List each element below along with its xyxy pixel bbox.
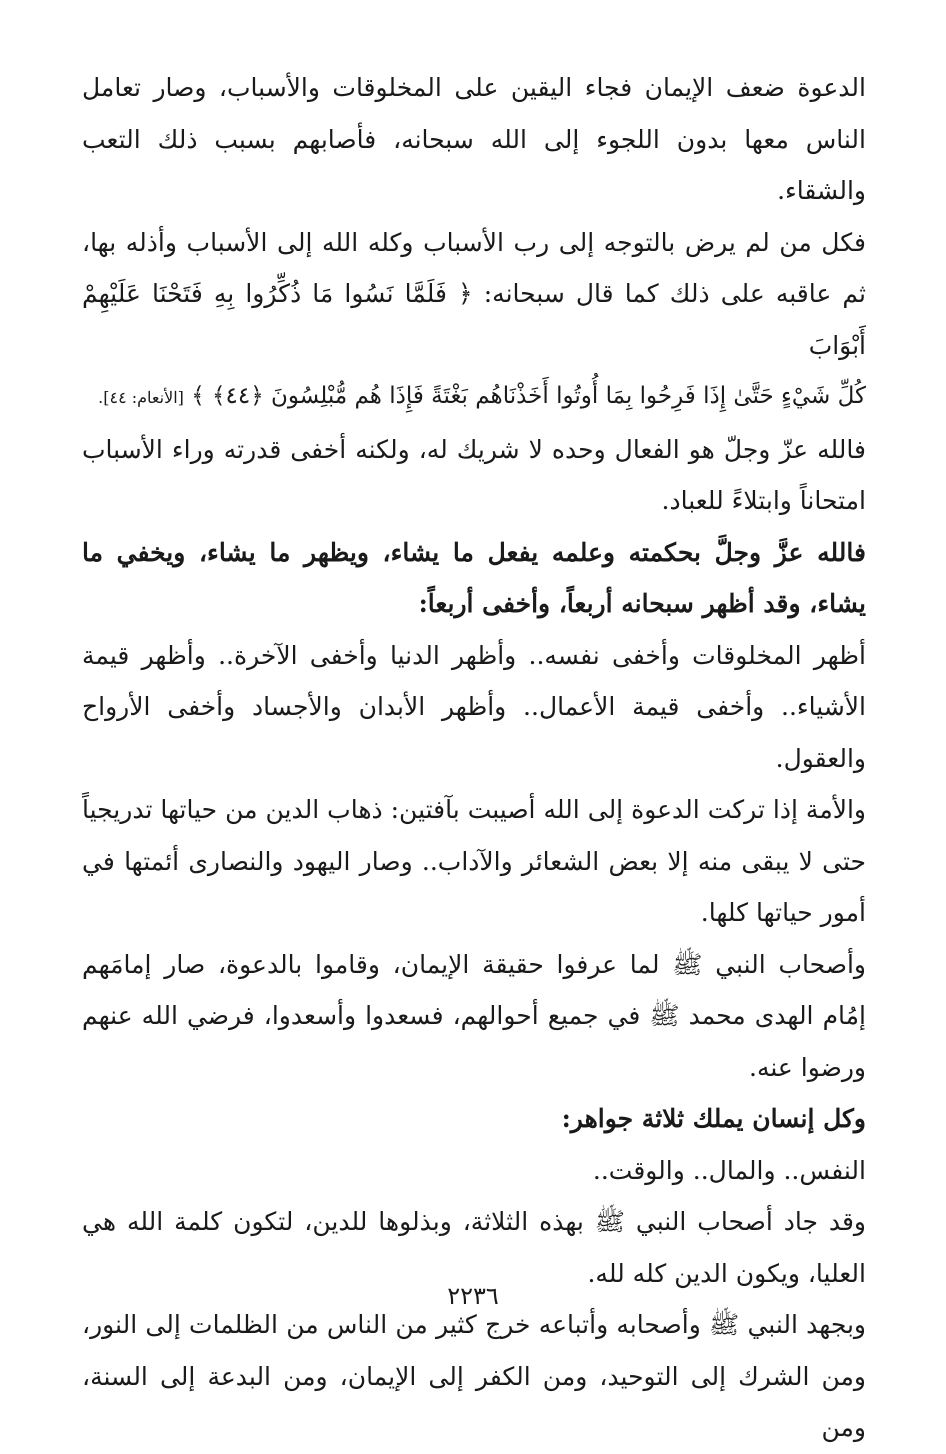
paragraph bbox=[82, 939, 866, 1094]
text-line: وبجهد النبي ﷺ وأصحابه وأتباعه خرج كثير من الناس من الظلمات إلى النور، bbox=[82, 1310, 866, 1339]
paragraph bbox=[82, 424, 866, 527]
page-number: ٢٢٣٦ bbox=[447, 1282, 499, 1310]
text-line: امتحاناً وابتلاءً للعباد. bbox=[661, 486, 866, 515]
text-line: الناس معها بدون اللجوء إلى الله سبحانه، فأصابهم بسبب ذلك التعب والشقاء. bbox=[82, 124, 866, 205]
verse-text: كُلِّ شَيْءٍ حَتَّىٰ إِذَا فَرِحُوا بِمَا أُوتُوا أَخَذْنَاهُم بَغْتَةً فَإِذَا هُم مُّبْلِسُونَ ﴿٤٤﴾ ﴾ bbox=[191, 383, 866, 409]
text-line: والأمة إذا تركت الدعوة إلى الله أصيبت بآفتين: ذهاب الدين من حياتها تدريجياً bbox=[82, 795, 866, 824]
text-line: الهدى محمد ﷺ في جميع أحوالهم، فسعدوا وأسعدوا، فرضي الله عنهم bbox=[82, 1001, 814, 1030]
text-line: فالله عزَّ وجلَّ بحكمته وعلمه يفعل ما يشاء، ويظهر ما يشاء، ويخفي ما يشاء، bbox=[82, 537, 866, 618]
text-line: في أمور حياتها كلها. bbox=[82, 846, 866, 927]
text-line: وكل إنسان يملك ثلاثة جواهر: bbox=[561, 1104, 866, 1133]
quran-verse-line bbox=[82, 371, 866, 424]
text-line: وقد أظهر سبحانه أربعاً، وأخفى أربعاً: bbox=[418, 589, 801, 618]
text-line: حتى لا يبقى منه إلا بعض الشعائر والآداب.. وصار اليهود والنصارى أئمتها bbox=[124, 846, 867, 876]
text-line: أظهر المخلوقات وأخفى نفسه.. وأظهر الدنيا وأخفى الآخرة.. وأظهر قيمة bbox=[82, 640, 866, 670]
body-text bbox=[82, 62, 866, 1454]
text-line: عاقبه على ذلك كما قال سبحانه: ﴿ فَلَمَّا نَسُوا مَا ذُكِّرُوا بِهِ فَتَحْنَا عَلَيْهِمْ أَبْوَابَ bbox=[82, 279, 866, 360]
paragraph bbox=[82, 1299, 866, 1454]
paragraph bbox=[82, 217, 866, 372]
paragraph bbox=[82, 630, 866, 785]
text-line: والعقول. bbox=[775, 743, 866, 773]
text-line: الدعوة ضعف الإيمان فجاء اليقين على المخلوقات والأسباب، وصار تعامل bbox=[82, 73, 866, 102]
text-line: الأشياء.. وأخفى قيمة الأعمال.. وأظهر الأبدان والأجساد وأخفى الأرواح bbox=[82, 692, 866, 721]
text-line: ومن الشرك إلى التوحيد، ومن الكفر إلى الإيمان، ومن البدعة إلى السنة، ومن bbox=[82, 1361, 866, 1442]
text-line: ورضوا عنه. bbox=[749, 1052, 866, 1082]
text-line: النفس.. والمال.. والوقت.. bbox=[592, 1155, 866, 1185]
text-line: العليا، ويكون الدين كله لله. bbox=[587, 1258, 866, 1288]
bold-paragraph bbox=[82, 1093, 866, 1145]
paragraph bbox=[82, 62, 866, 217]
text-line: وقد جاد أصحاب النبي ﷺ بهذه الثلاثة، وبذلوها للدين، لتكون كلمة الله هي bbox=[82, 1207, 866, 1236]
text-line: فالله عزّ وجلّ هو الفعال وحده لا شريك له، ولكنه أخفى قدرته وراء الأسباب bbox=[82, 434, 866, 464]
paragraph bbox=[82, 1145, 866, 1197]
text-line: وأصحاب النبي ﷺ لما عرفوا حقيقة الإيمان، وقاموا بالدعوة، صار إمامَهم إمُام bbox=[82, 949, 866, 1030]
bold-paragraph bbox=[82, 527, 866, 630]
verse-reference: [الأنعام: ٤٤]. bbox=[98, 388, 184, 407]
text-line: فكل من لم يرض بالتوجه إلى رب الأسباب وكله الله إلى الأسباب وأذله بها، ثم bbox=[82, 227, 866, 308]
paragraph bbox=[82, 784, 866, 939]
